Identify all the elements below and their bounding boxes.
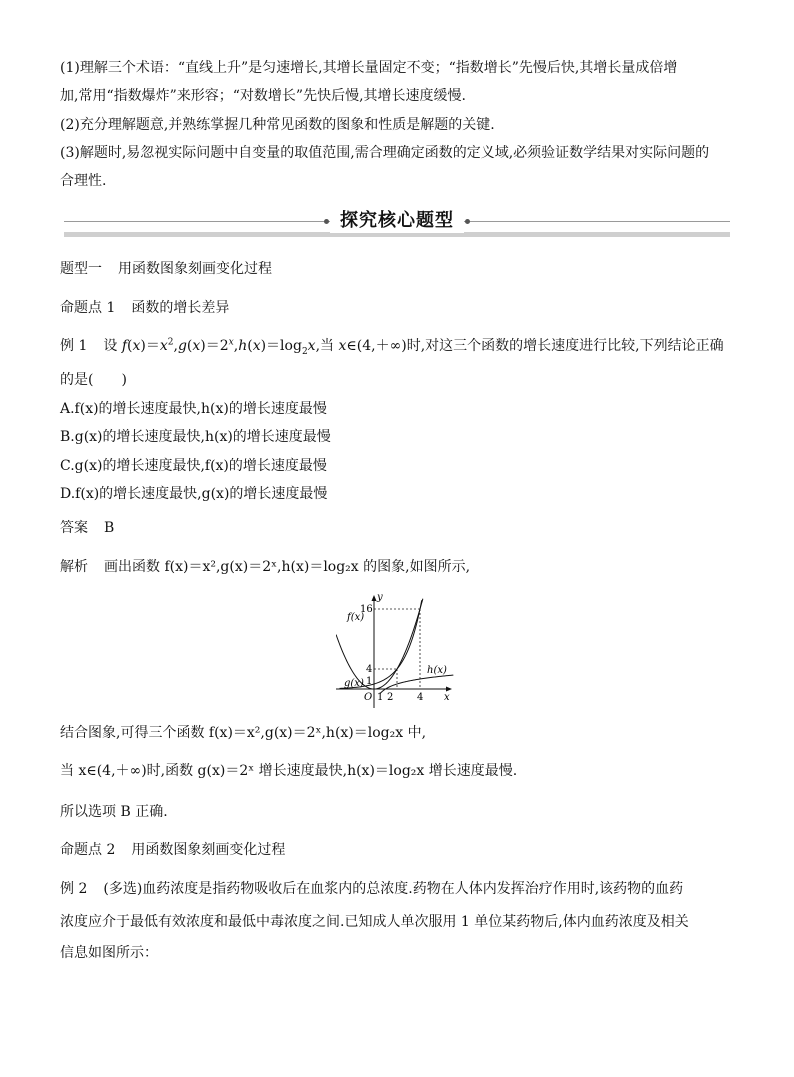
intro-paragraph-3-line-1: (3)解题时,易忽视实际问题中自变量的取值范围,需合理确定函数的定义域,必须验证数学结果对实际问题的 — [60, 145, 710, 161]
example-1-option-c: C.g(x)的增长速度最快,f(x)的增长速度最慢 — [60, 458, 327, 474]
x-axis-label: x — [444, 692, 450, 703]
point-1-heading — [60, 299, 229, 317]
example-1-option-d: D.f(x)的增长速度最快,g(x)的增长速度最慢 — [60, 486, 328, 502]
tick-2-x: 2 — [387, 692, 394, 703]
x-axis-arrow-icon — [446, 687, 452, 692]
topic-heading — [60, 260, 272, 278]
analysis-line-4: 所以选项 B 正确. — [60, 804, 168, 820]
topic-label: 题型一 — [60, 261, 102, 277]
analysis-line-2: 结合图象,可得三个函数 f(x)＝x²,g(x)＝2ˣ,h(x)＝log₂x 中, — [60, 725, 427, 741]
label-f: f(x) — [347, 612, 365, 623]
tick-1-x: 1 — [377, 692, 384, 703]
example-1-option-a: A.f(x)的增长速度最快,h(x)的增长速度最慢 — [60, 401, 327, 417]
section-banner — [64, 208, 730, 238]
tick-4-y: 4 — [366, 664, 373, 675]
origin-label: O — [364, 692, 373, 703]
point-2-title: 用函数图象刻画变化过程 — [131, 842, 286, 858]
analysis-line-3: 当 x∈(4,＋∞)时,函数 g(x)＝2ˣ 增长速度最快,h(x)＝log₂x 增长速度最慢. — [60, 763, 518, 779]
banner-right-dot — [465, 219, 470, 224]
point-2-label: 命题点 2 — [60, 842, 116, 858]
example-2-line-2: 浓度应介于最低有效浓度和最低中毒浓度之间.已知成人单次服用 1 单位某药物后,体内血药浓度及相关 — [60, 914, 689, 930]
example-2-line-3: 信息如图所示： — [60, 945, 158, 961]
answer-label: 答案 — [60, 520, 88, 536]
example-1-stem-line-2: 的是( ) — [60, 372, 127, 388]
answer-line — [60, 519, 114, 537]
function-graph — [336, 592, 454, 710]
example-1-option-b: B.g(x)的增长速度最快,h(x)的增长速度最慢 — [60, 429, 331, 445]
point-2-heading — [60, 841, 285, 859]
analysis-label: 解析 — [60, 559, 88, 575]
label-h: h(x) — [427, 665, 447, 676]
section-banner-title: 探究核心题型 — [330, 209, 464, 233]
point-1-label: 命题点 1 — [60, 300, 116, 316]
example-2-line-1: 例 2 (多选)血药浓度是指药物吸收后在血浆内的总浓度.药物在人体内发挥治疗作用时,该药物的血药 — [60, 881, 684, 897]
tick-4-x: 4 — [417, 692, 424, 703]
label-g: g(x) — [344, 678, 364, 689]
topic-title: 用函数图象刻画变化过程 — [118, 261, 272, 277]
example-2-label: 例 2 — [60, 881, 88, 897]
answer-value: B — [104, 520, 115, 536]
tick-1-y: 1 — [366, 676, 373, 687]
intro-paragraph-3-line-2: 合理性. — [60, 173, 107, 189]
example-1-stem-line-1: 例 1 设 $f(x)=x^2,g(x)=2^x,h(x)=\log_2x$,当 x∈(4,＋∞)时,对这三个函数的增长速度进行比较,下列结论正确 — [60, 337, 724, 357]
y-axis-arrow-icon — [372, 595, 377, 601]
intro-paragraph-1-line-1: (1)理解三个术语：“直线上升”是匀速增长,其增长量固定不变；“指数增长”先慢后快,其增长量成倍增 — [60, 60, 678, 76]
analysis-line-1: 解析 画出函数 f(x)＝x²,g(x)＝2ˣ,h(x)＝log₂x 的图象,如图所示, — [60, 559, 471, 575]
intro-paragraph-1-line-2: 加,常用“指数爆炸”来形容；“对数增长”先快后慢,其增长速度缓慢. — [60, 88, 466, 104]
tick-16: 16 — [360, 604, 373, 615]
y-axis-label: y — [377, 592, 383, 603]
point-1-title: 函数的增长差异 — [131, 300, 230, 316]
banner-left-dot — [324, 219, 329, 224]
intro-paragraph-2: (2)充分理解题意,并熟练掌握几种常见函数的图象和性质是解题的关键. — [60, 117, 495, 133]
example-1-label: 例 1 — [60, 338, 88, 354]
